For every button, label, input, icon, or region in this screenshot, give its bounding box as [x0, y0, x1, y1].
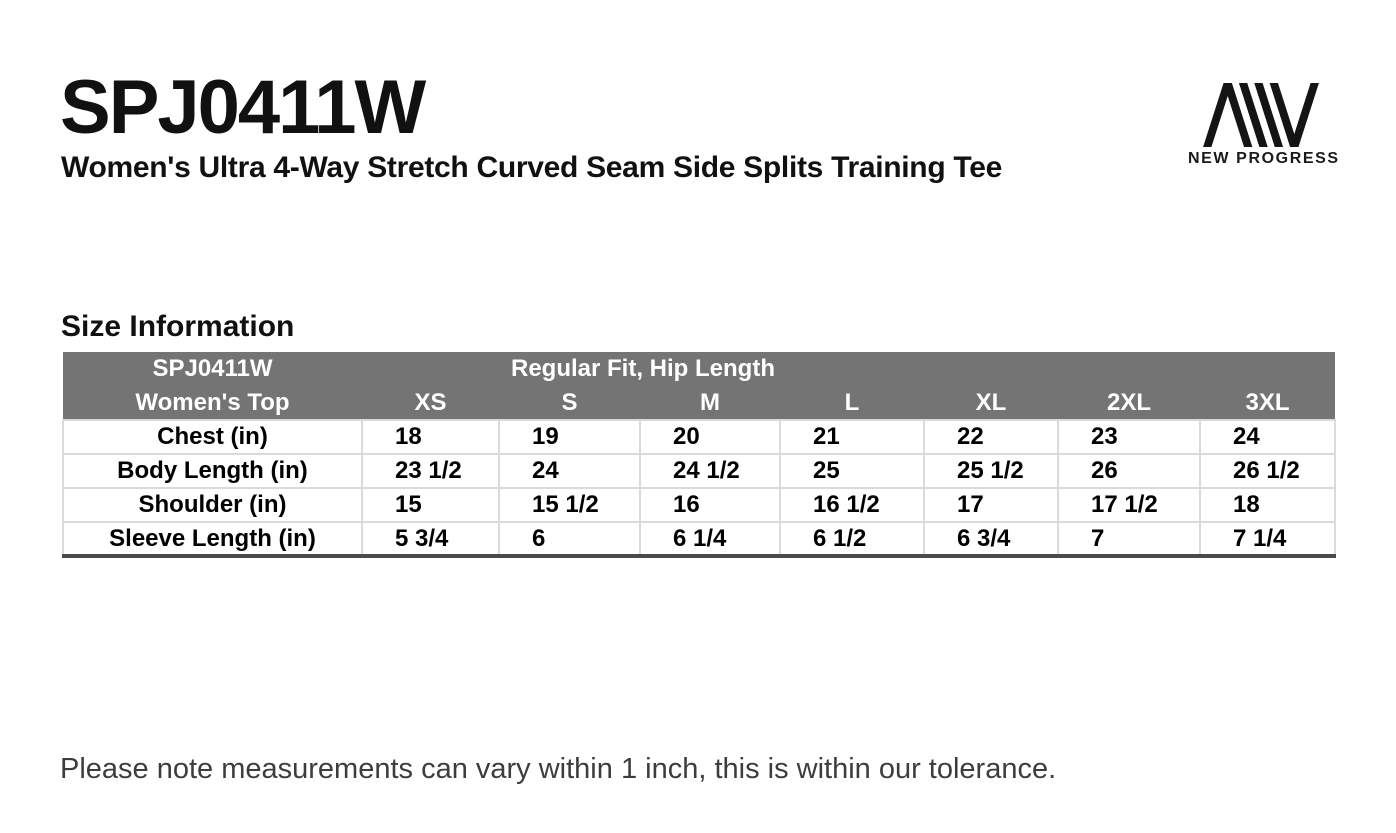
- measurement-cell: 24 1/2: [640, 454, 780, 488]
- measurement-cell: 7: [1058, 522, 1200, 556]
- table-row-chest: [63, 420, 1335, 454]
- measurement-cell: 16 1/2: [780, 488, 924, 522]
- row-label: Shoulder (in): [63, 488, 362, 522]
- fit-label-cell: Regular Fit, Hip Length: [362, 352, 924, 386]
- corner-product-type: Women's Top: [63, 386, 362, 420]
- size-table-container: [62, 352, 1336, 558]
- size-col-header-2xl: 2XL: [1058, 386, 1200, 420]
- measurement-cell: 5 3/4: [362, 522, 499, 556]
- measurement-cell: 19: [499, 420, 640, 454]
- size-col-header-xs: XS: [362, 386, 499, 420]
- brand-mark-icon: [1202, 83, 1320, 147]
- measurement-cell: 18: [1200, 488, 1335, 522]
- measurement-cell: 24: [499, 454, 640, 488]
- size-col-header-s: S: [499, 386, 640, 420]
- table-header-row-2: [63, 386, 1335, 420]
- measurement-cell: 7 1/4: [1200, 522, 1335, 556]
- row-label: Sleeve Length (in): [63, 522, 362, 556]
- size-col-header-xl: XL: [924, 386, 1058, 420]
- size-table: [62, 352, 1336, 558]
- measurement-cell: 25 1/2: [924, 454, 1058, 488]
- size-col-header-l: L: [780, 386, 924, 420]
- table-row-shoulder: [63, 488, 1335, 522]
- measurement-cell: 6: [499, 522, 640, 556]
- row-label: Chest (in): [63, 420, 362, 454]
- table-row-body-length: [63, 454, 1335, 488]
- measurement-cell: 15 1/2: [499, 488, 640, 522]
- table-header-row-1: [63, 352, 1335, 386]
- measurement-cell: 17 1/2: [1058, 488, 1200, 522]
- section-title: Size Information: [61, 310, 295, 343]
- measurement-cell: 26: [1058, 454, 1200, 488]
- measurement-cell: 25: [780, 454, 924, 488]
- measurement-cell: 6 3/4: [924, 522, 1058, 556]
- brand-name-text: NEW PROGRESS: [1188, 150, 1340, 167]
- measurement-cell: 20: [640, 420, 780, 454]
- row-label: Body Length (in): [63, 454, 362, 488]
- measurement-cell: 21: [780, 420, 924, 454]
- header-spacer-cell: [924, 352, 1335, 386]
- measurement-cell: 6 1/2: [780, 522, 924, 556]
- measurement-cell: 23 1/2: [362, 454, 499, 488]
- corner-product-code: SPJ0411W: [63, 352, 362, 386]
- tolerance-note: Please note measurements can vary within 1 inch, this is within our tolerance.: [60, 753, 1057, 785]
- measurement-cell: 6 1/4: [640, 522, 780, 556]
- product-code-title: SPJ0411W: [60, 65, 425, 150]
- size-col-header-m: M: [640, 386, 780, 420]
- measurement-cell: 26 1/2: [1200, 454, 1335, 488]
- size-col-header-3xl: 3XL: [1200, 386, 1335, 420]
- measurement-cell: 24: [1200, 420, 1335, 454]
- brand-logo: [1188, 83, 1340, 168]
- measurement-cell: 16: [640, 488, 780, 522]
- product-name-subtitle: Women's Ultra 4-Way Stretch Curved Seam Side Splits Training Tee: [61, 151, 1002, 184]
- measurement-cell: 23: [1058, 420, 1200, 454]
- measurement-cell: 22: [924, 420, 1058, 454]
- measurement-cell: 17: [924, 488, 1058, 522]
- measurement-cell: 18: [362, 420, 499, 454]
- measurement-cell: 15: [362, 488, 499, 522]
- table-row-sleeve-length: [63, 522, 1335, 556]
